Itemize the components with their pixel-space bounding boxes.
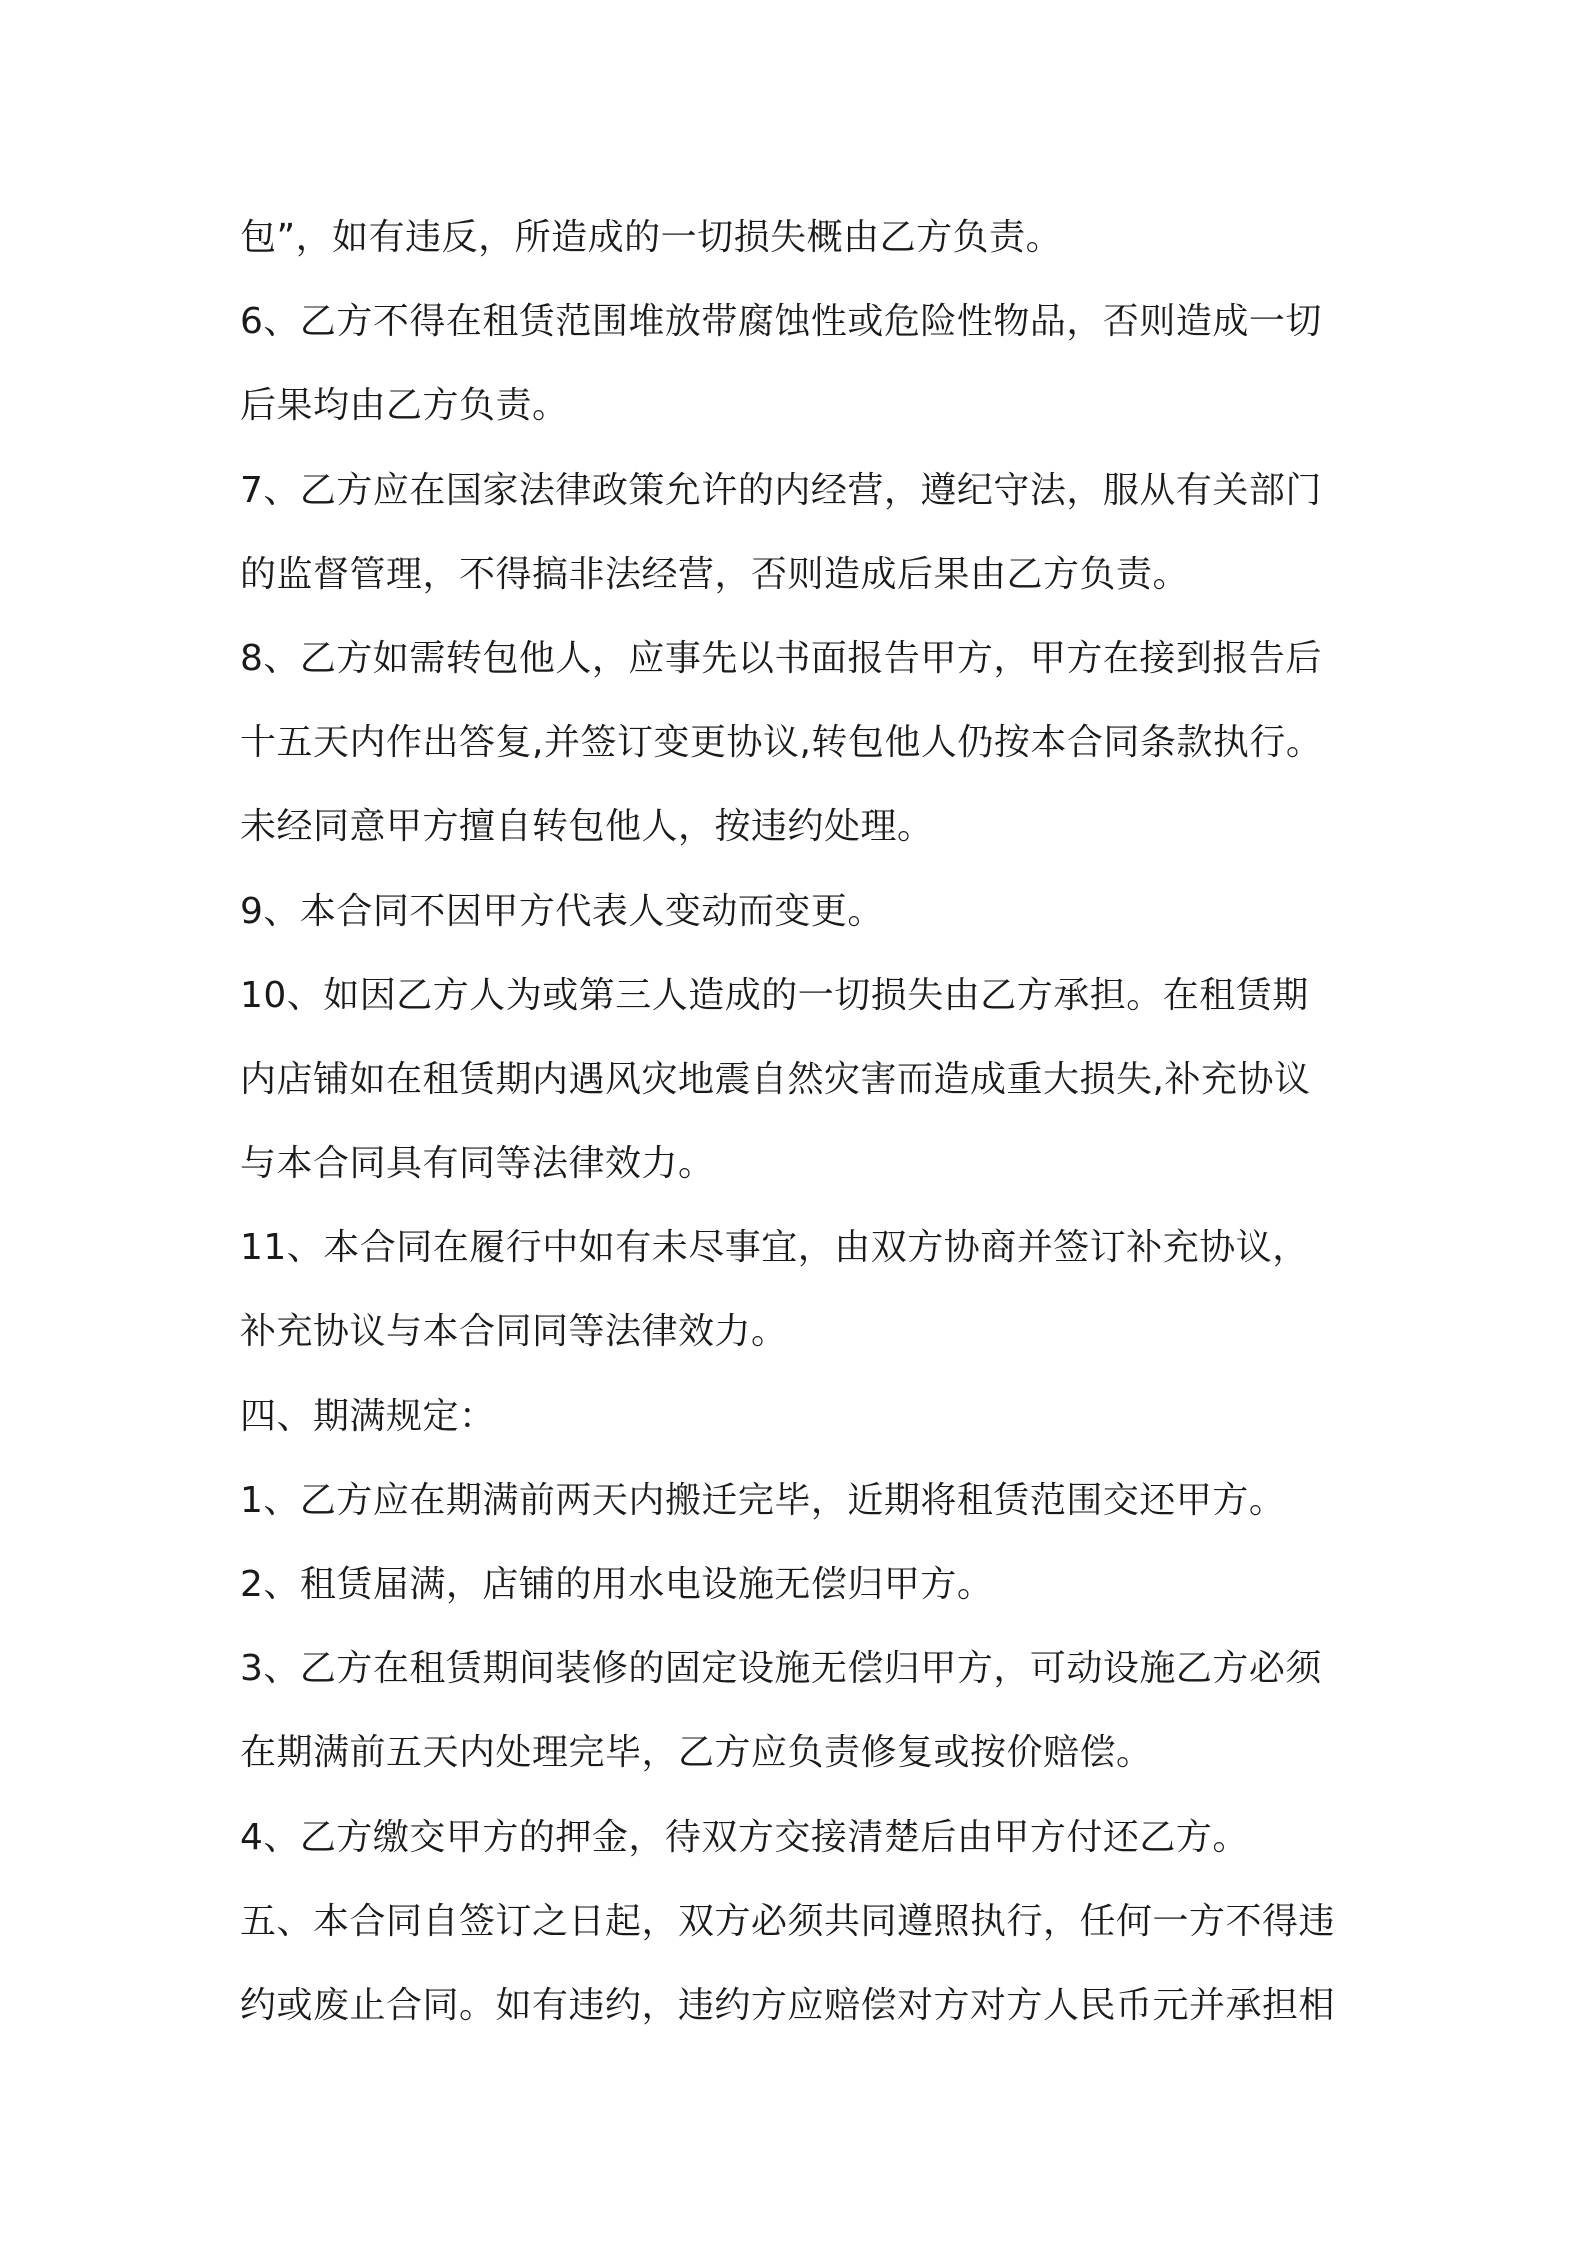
text-line: 6、乙方不得在租赁范围堆放带腐蚀性或危险性物品，否则造成一切 <box>240 301 1322 343</box>
text-line: 补充协议与本合同同等法律效力。 <box>240 1311 788 1353</box>
text-line: 4、乙方缴交甲方的押金，待双方交接清楚后由甲方付还乙方。 <box>240 1816 1249 1858</box>
text-line: 1、乙方应在期满前两天内搬迁完毕，近期将租赁范围交还甲方。 <box>240 1479 1286 1521</box>
text-line: 8、乙方如需转包他人，应事先以书面报告甲方，甲方在接到报告后 <box>240 637 1322 679</box>
text-line: 内店铺如在租赁期内遇风灾地震自然灾害而造成重大损失,补充协议 <box>240 1058 1311 1100</box>
text-line: 未经同意甲方擅自转包他人，按违约处理。 <box>240 806 934 848</box>
text-line: 9、本合同不因甲方代表人变动而变更。 <box>240 890 884 932</box>
text-line: 约或废止合同。如有违约，违约方应赔偿对方对方人民币元并承担相 <box>240 1984 1336 2026</box>
section-heading: 四、期满规定： <box>240 1395 496 1437</box>
text-line: 五、本合同自签订之日起，双方必须共同遵照执行，任何一方不得违 <box>240 1900 1336 1942</box>
text-line: 包”，如有违反，所造成的一切损失概由乙方负责。 <box>240 217 1063 258</box>
text-line: 的监督管理，不得搞非法经营，否则造成后果由乙方负责。 <box>240 553 1190 595</box>
text-line: 在期满前五天内处理完毕，乙方应负责修复或按价赔偿。 <box>240 1732 1153 1774</box>
text-line: 11、本合同在履行中如有未尽事宜，由双方协商并签订补充协议， <box>240 1227 1309 1269</box>
text-line: 后果均由乙方负责。 <box>240 385 569 427</box>
text-line: 3、乙方在租赁期间装修的固定设施无偿归甲方，可动设施乙方必须 <box>240 1648 1322 1690</box>
contract-text-body <box>240 196 1350 2048</box>
text-line: 十五天内作出答复,并签订变更协议,转包他人仍按本合同条款执行。 <box>240 722 1323 764</box>
text-line: 2、租赁届满，店铺的用水电设施无偿归甲方。 <box>240 1564 994 1605</box>
text-line: 10、如因乙方人为或第三人造成的一切损失由乙方承担。在租赁期 <box>240 974 1309 1016</box>
text-line: 7、乙方应在国家法律政策允许的内经营，遵纪守法，服从有关部门 <box>240 469 1322 511</box>
text-line: 与本合同具有同等法律效力。 <box>240 1143 715 1185</box>
